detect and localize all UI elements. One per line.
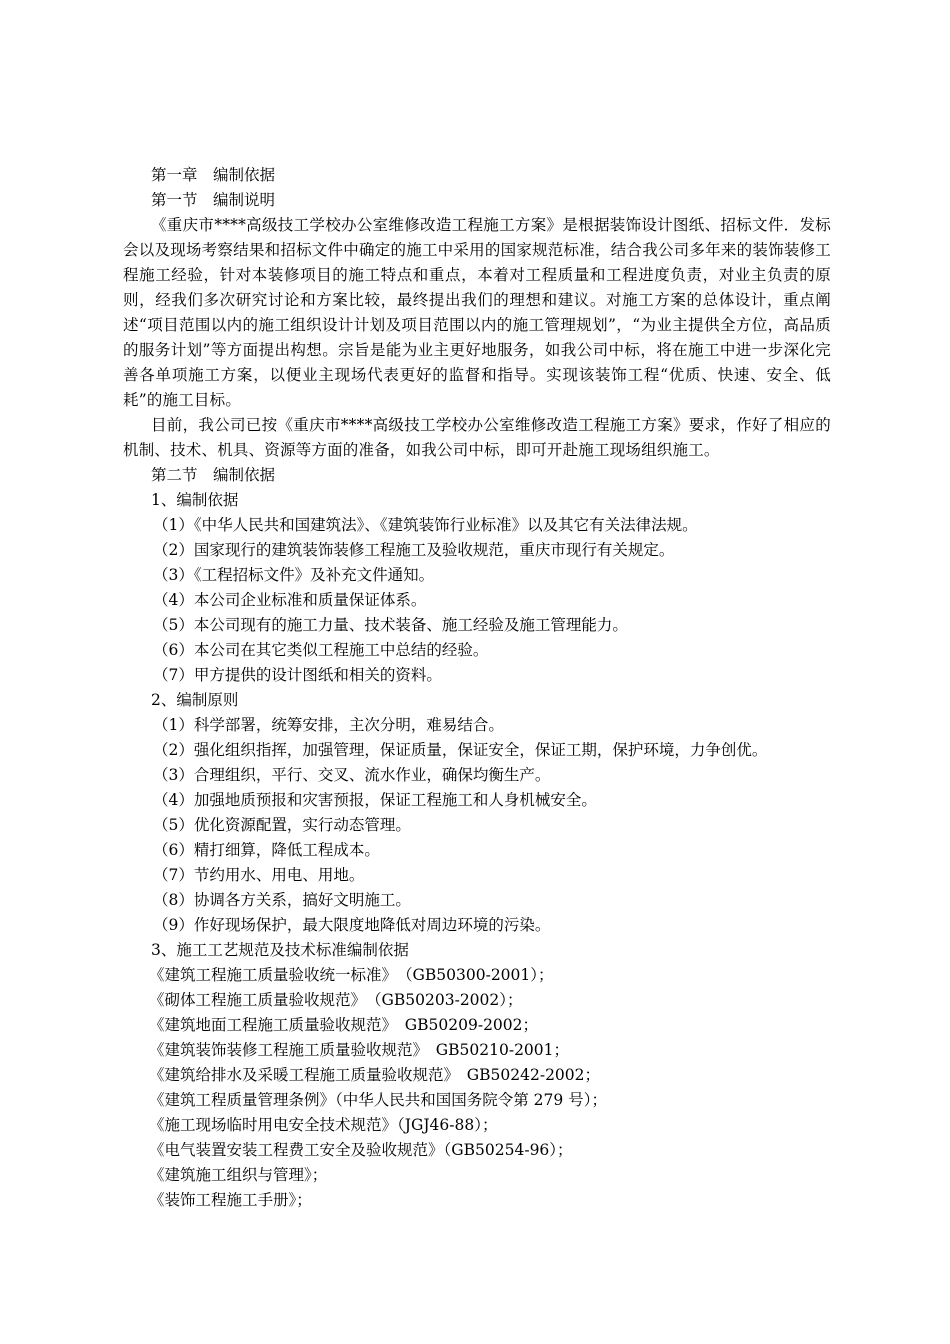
basis-item: （4）本公司企业标准和质量保证体系。 <box>153 591 427 609</box>
basis-heading: 1、编制依据 <box>151 491 239 509</box>
basis-item: （1）《中华人民共和国建筑法》、《建筑装饰行业标准》以及其它有关法律法规。 <box>153 516 698 534</box>
standard-item: 《砌体工程施工质量验收规范》 （GB50203-2002）； <box>149 991 523 1009</box>
principle-item: （6）精打细算，降低工程成本。 <box>153 841 380 859</box>
document-body <box>123 163 831 1213</box>
principles-heading: 2、编制原则 <box>151 691 239 709</box>
basis-item: （7）甲方提供的设计图纸和相关的资料。 <box>153 666 442 684</box>
principle-item: （7）节约用水、用电、用地。 <box>153 866 365 884</box>
section1-paragraph-1: 《重庆市****高级技工学校办公室维修改造工程施工方案》是根据装饰设计图纸、招标文件．发标会以及现场考察结果和招标文件中确定的施工中采用的国家规范标准，结合我公司多年来的装饰装修工程施工经验，针对本装修项目的施工特点和重点，本着对工程质量和工程进度负责，对业主负责的原则，经我们多次研究讨论和方案比较，最终提出我们的理想和建议。对施工方案的总体设计，重点阐述“项目范围以内的施工组织设计计划及项目范围以内的施工管理规划”，“为业主提供全方位，高品质的服务计划”等方面提出构想。宗旨是能为业主更好地服务，如我公司中标，将在施工中进一步深化完善各单项施工方案，以便业主现场代表更好的监督和指导。实现该装饰工程“优质、快速、安全、低耗”的施工目标。 <box>123 216 831 409</box>
principle-item: （1）科学部署，统筹安排，主次分明，难易结合。 <box>153 716 504 734</box>
standard-item: 《建筑施工组织与管理》； <box>149 1166 328 1184</box>
basis-item: （2）国家现行的建筑装饰装修工程施工及验收规范，重庆市现行有关规定。 <box>153 541 675 559</box>
section-title-1: 第一节 编制说明 <box>151 191 276 209</box>
standard-item: 《建筑工程施工质量验收统一标准》 （GB50300-2001）； <box>149 966 554 984</box>
standard-item: 《装饰工程施工手册》； <box>149 1191 312 1209</box>
principle-item: （3）合理组织，平行、交叉、流水作业，确保均衡生产。 <box>153 766 551 784</box>
principle-item: （2）强化组织指挥，加强管理，保证质量，保证安全，保证工期，保护环境，力争创优。 <box>153 741 768 759</box>
standard-item: 《建筑装饰装修工程施工质量验收规范》 GB50210-2001； <box>149 1041 570 1059</box>
section-title-2: 第二节 编制依据 <box>151 466 276 484</box>
section1-paragraph-2: 目前，我公司已按《重庆市****高级技工学校办公室维修改造工程施工方案》要求，作好了相应的机制、技术、机具、资源等方面的准备，如我公司中标，即可开赴施工现场组织施工。 <box>123 416 831 459</box>
basis-item: （6）本公司在其它类似工程施工中总结的经验。 <box>153 641 489 659</box>
principle-item: （8）协调各方关系，搞好文明施工。 <box>153 891 411 909</box>
standard-item: 《电气装置安装工程费工安全及验收规范》（GB50254-96）； <box>149 1141 573 1159</box>
principle-item: （4）加强地质预报和灾害预报，保证工程施工和人身机械安全。 <box>153 791 597 809</box>
standard-item: 《建筑给排水及采暖工程施工质量验收规范》 GB50242-2002； <box>149 1066 601 1084</box>
standard-item: 《建筑地面工程施工质量验收规范》 GB50209-2002； <box>149 1016 539 1034</box>
standard-item: 《建筑工程质量管理条例》（中华人民共和国国务院令第 279 号）； <box>149 1091 607 1109</box>
basis-item: （3）《工程招标文件》及补充文件通知。 <box>153 566 435 584</box>
standards-heading: 3、施工工艺规范及技术标准编制依据 <box>151 941 409 959</box>
principle-item: （5）优化资源配置，实行动态管理。 <box>153 816 411 834</box>
basis-item: （5）本公司现有的施工力量、技术装备、施工经验及施工管理能力。 <box>153 616 628 634</box>
standard-item: 《施工现场临时用电安全技术规范》（JGJ46-88）； <box>149 1116 498 1134</box>
principle-item: （9）作好现场保护，最大限度地降低对周边环境的污染。 <box>153 916 551 934</box>
chapter-title: 第一章 编制依据 <box>151 166 276 184</box>
